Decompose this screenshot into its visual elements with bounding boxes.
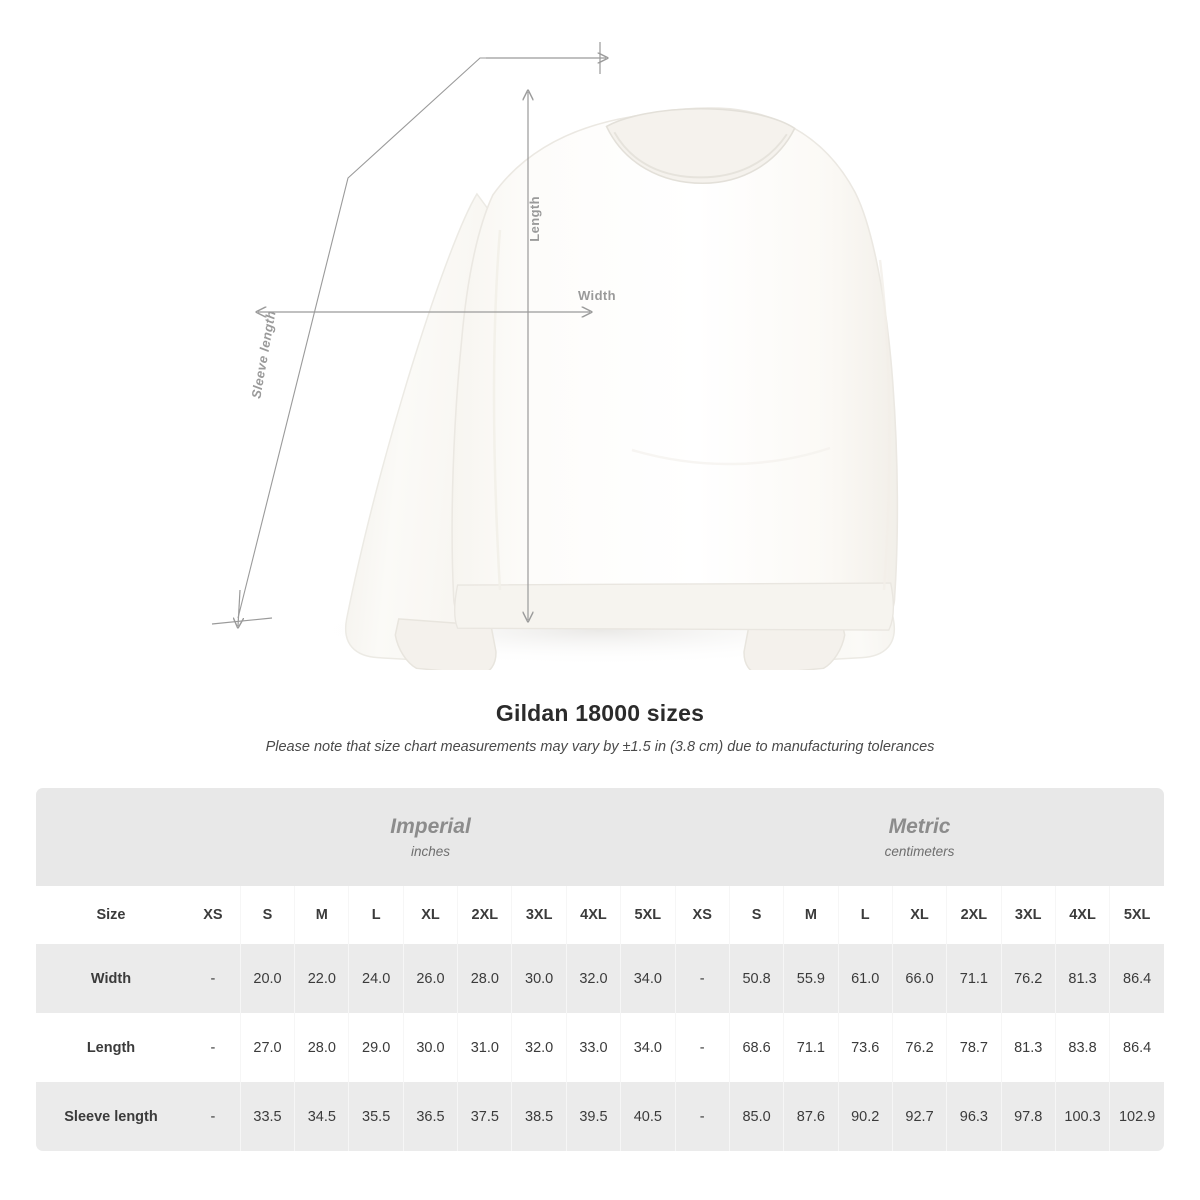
- cell-length-imperial-l: 29.0: [349, 1013, 403, 1082]
- table-row: [36, 1082, 1164, 1151]
- cell-width-metric-l: 61.0: [838, 944, 892, 1013]
- cell-length-metric-m: 71.1: [784, 1013, 838, 1082]
- cell-width-imperial-m: 22.0: [295, 944, 349, 1013]
- cell-length-metric-s: 68.6: [729, 1013, 783, 1082]
- unit-name: Metric: [888, 814, 951, 838]
- cell-width-imperial-4xl: 32.0: [566, 944, 620, 1013]
- size-header-cell-metric-l: L: [838, 886, 892, 944]
- size-header-cell-imperial-4xl: 4XL: [566, 886, 620, 944]
- table-row: [36, 1013, 1164, 1082]
- cell-width-imperial-3xl: 30.0: [512, 944, 566, 1013]
- cell-sleeve-length-imperial-xs: -: [186, 1082, 240, 1151]
- cell-sleeve-length-metric-m: 87.6: [784, 1082, 838, 1151]
- cell-sleeve-length-imperial-xl: 36.5: [403, 1082, 457, 1151]
- cell-length-metric-l: 73.6: [838, 1013, 892, 1082]
- cell-width-metric-xs: -: [675, 944, 729, 1013]
- size-header-cell-metric-m: M: [784, 886, 838, 944]
- row-label-length: Length: [36, 1013, 186, 1082]
- dimension-label-length: Length: [527, 196, 542, 242]
- cell-width-metric-5xl: 86.4: [1110, 944, 1164, 1013]
- cell-length-metric-xl: 76.2: [892, 1013, 946, 1082]
- dimension-lines: [180, 30, 1020, 670]
- cell-width-metric-m: 55.9: [784, 944, 838, 1013]
- cell-width-imperial-l: 24.0: [349, 944, 403, 1013]
- cell-width-imperial-5xl: 34.0: [621, 944, 675, 1013]
- size-header-cell-metric-xs: XS: [675, 886, 729, 944]
- size-table: [36, 788, 1164, 1151]
- cell-sleeve-length-imperial-2xl: 37.5: [458, 1082, 512, 1151]
- size-header-cell-imperial-5xl: 5XL: [621, 886, 675, 944]
- cell-sleeve-length-imperial-s: 33.5: [240, 1082, 294, 1151]
- cell-sleeve-length-metric-2xl: 96.3: [947, 1082, 1001, 1151]
- size-header-cell-imperial-2xl: 2XL: [458, 886, 512, 944]
- cell-length-imperial-s: 27.0: [240, 1013, 294, 1082]
- unit-name: Imperial: [390, 814, 471, 838]
- cell-sleeve-length-imperial-4xl: 39.5: [566, 1082, 620, 1151]
- size-header-cell-imperial-xs: XS: [186, 886, 240, 944]
- tolerance-note: Please note that size chart measurements may vary by ±1.5 in (3.8 cm) due to manufacturing tolerances: [265, 739, 935, 755]
- unit-header-spacer: [36, 788, 186, 886]
- cell-length-metric-2xl: 78.7: [947, 1013, 1001, 1082]
- cell-width-metric-xl: 66.0: [892, 944, 946, 1013]
- size-header-cell-imperial-m: M: [295, 886, 349, 944]
- size-header-cell-metric-s: S: [729, 886, 783, 944]
- cell-sleeve-length-metric-5xl: 102.9: [1110, 1082, 1164, 1151]
- unit-header-row: [36, 788, 1164, 886]
- row-label-sleeve-length: Sleeve length: [36, 1082, 186, 1151]
- cell-length-imperial-3xl: 32.0: [512, 1013, 566, 1082]
- size-header-cell-metric-5xl: 5XL: [1110, 886, 1164, 944]
- cell-width-metric-4xl: 81.3: [1055, 944, 1109, 1013]
- cell-length-metric-xs: -: [675, 1013, 729, 1082]
- cell-sleeve-length-metric-s: 85.0: [729, 1082, 783, 1151]
- unit-subtitle: centimeters: [884, 844, 955, 860]
- cell-sleeve-length-imperial-5xl: 40.5: [621, 1082, 675, 1151]
- size-column-header: Size: [36, 886, 186, 944]
- cell-width-metric-s: 50.8: [729, 944, 783, 1013]
- cell-sleeve-length-metric-l: 90.2: [838, 1082, 892, 1151]
- cell-sleeve-length-metric-3xl: 97.8: [1001, 1082, 1055, 1151]
- size-header-cell-imperial-xl: XL: [403, 886, 457, 944]
- cell-sleeve-length-metric-4xl: 100.3: [1055, 1082, 1109, 1151]
- cell-sleeve-length-metric-xs: -: [675, 1082, 729, 1151]
- dimension-label-sleeve-length: Sleeve length: [248, 309, 279, 400]
- dimension-label-width: Width: [578, 288, 616, 303]
- cell-sleeve-length-imperial-l: 35.5: [349, 1082, 403, 1151]
- size-header-cell-metric-4xl: 4XL: [1055, 886, 1109, 944]
- cell-width-imperial-xs: -: [186, 944, 240, 1013]
- cell-width-imperial-2xl: 28.0: [458, 944, 512, 1013]
- cell-width-metric-2xl: 71.1: [947, 944, 1001, 1013]
- cell-length-imperial-2xl: 31.0: [458, 1013, 512, 1082]
- cell-length-metric-4xl: 83.8: [1055, 1013, 1109, 1082]
- row-label-width: Width: [36, 944, 186, 1013]
- size-header-cell-metric-3xl: 3XL: [1001, 886, 1055, 944]
- size-table-wrapper: [36, 788, 1164, 1151]
- chart-header: [0, 700, 1200, 755]
- size-header-row: [36, 886, 1164, 944]
- cell-sleeve-length-imperial-3xl: 38.5: [512, 1082, 566, 1151]
- size-header-cell-imperial-l: L: [349, 886, 403, 944]
- unit-subtitle: inches: [411, 844, 451, 860]
- size-header-cell-imperial-3xl: 3XL: [512, 886, 566, 944]
- unit-header-imperial: [186, 788, 675, 886]
- size-header-cell-metric-2xl: 2XL: [947, 886, 1001, 944]
- cell-length-imperial-xl: 30.0: [403, 1013, 457, 1082]
- size-header-cell-metric-xl: XL: [892, 886, 946, 944]
- cell-length-imperial-4xl: 33.0: [566, 1013, 620, 1082]
- size-header-cell-imperial-s: S: [240, 886, 294, 944]
- cell-sleeve-length-imperial-m: 34.5: [295, 1082, 349, 1151]
- cell-width-metric-3xl: 76.2: [1001, 944, 1055, 1013]
- cell-sleeve-length-metric-xl: 92.7: [892, 1082, 946, 1151]
- cell-length-imperial-m: 28.0: [295, 1013, 349, 1082]
- cell-length-metric-5xl: 86.4: [1110, 1013, 1164, 1082]
- table-row: [36, 944, 1164, 1013]
- page-title: Gildan 18000 sizes: [495, 700, 705, 726]
- cell-length-imperial-5xl: 34.0: [621, 1013, 675, 1082]
- cell-length-metric-3xl: 81.3: [1001, 1013, 1055, 1082]
- cell-width-imperial-xl: 26.0: [403, 944, 457, 1013]
- cell-width-imperial-s: 20.0: [240, 944, 294, 1013]
- cell-length-imperial-xs: -: [186, 1013, 240, 1082]
- unit-header-metric: [675, 788, 1164, 886]
